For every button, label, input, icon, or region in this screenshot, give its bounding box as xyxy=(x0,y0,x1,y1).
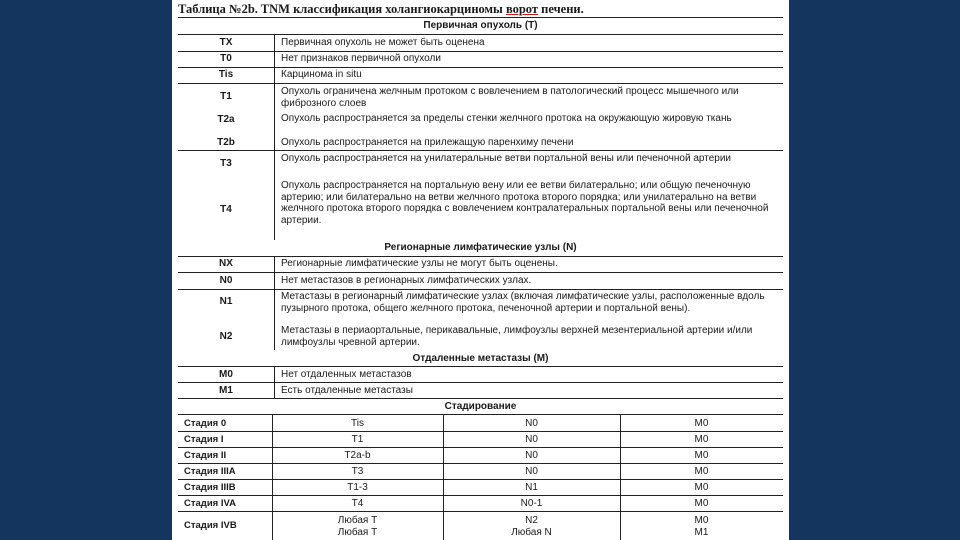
table-rule xyxy=(178,382,783,383)
row-description: Опухоль распространяется на портальную вену или ее ветви билатерально; или общую печеночную артерию; или билатерально на ветви желчного протока второго порядка; или унилатерально на ветви желчного протока второго порядка с вовлечением контралатеральных портальной вены или печеночной артерии. xyxy=(281,180,769,226)
stage-n-value: N0 xyxy=(525,434,538,445)
table-rule xyxy=(178,83,783,84)
row-code: TX xyxy=(219,37,233,48)
row-code: T2a xyxy=(217,114,235,125)
row-description: Опухоль распространяется за пределы стенки желчного протока на окружающую жировую ткань xyxy=(281,113,732,124)
row-description: Опухоль распространяется на унилатеральные ветви портальной вены или печеночной артерии xyxy=(281,153,731,164)
table-rule xyxy=(178,511,783,512)
title-underlined-word: ворот xyxy=(505,2,539,16)
table-rule-vertical xyxy=(274,34,275,240)
stage-n-value: N1 xyxy=(525,482,538,493)
row-description: Нет метастазов в регионарных лимфатических узлах. xyxy=(281,275,532,286)
table-rule xyxy=(178,495,783,496)
table-rule xyxy=(178,272,783,273)
stage-label: Стадия IVB xyxy=(184,520,237,531)
stage-m-value: M0 xyxy=(694,418,709,429)
table-rule xyxy=(178,289,783,290)
section-heading-distant-metastases: Отдаленные метастазы (М) xyxy=(412,353,549,364)
row-description: Опухоль распространяется на прилежащую паренхиму печени xyxy=(281,137,574,148)
stage-label: Стадия II xyxy=(184,450,227,461)
row-description: Нет признаков первичной опухоли xyxy=(281,53,441,64)
table-rule xyxy=(178,479,783,480)
stage-n-value: N0 xyxy=(525,418,538,429)
row-description: Первичная опухоль не может быть оценена xyxy=(281,37,485,48)
stage-n-value: N0 xyxy=(525,466,538,477)
document-page xyxy=(172,0,789,540)
row-description: Метастазы в регионарный лимфатические узлах (включая лимфатические узлы, расположенные вдоль пузырного протока, общего желчного протока, печеночной артерии и портальной вены). xyxy=(281,291,765,314)
stage-t-value: T2a-b xyxy=(344,450,371,461)
row-code: N2 xyxy=(219,331,233,342)
row-code: T4 xyxy=(220,204,232,215)
table-rule xyxy=(178,34,783,35)
table-rule xyxy=(178,431,783,432)
table-rule xyxy=(178,414,783,415)
stage-m-value: M1 xyxy=(694,527,709,538)
row-description: Карцинома in situ xyxy=(281,69,362,80)
stage-t-value: Любая T xyxy=(337,515,378,526)
section-heading-staging: Стадирование xyxy=(444,401,517,412)
title-text: Таблица №2b. TNM классификация холангиокарциномы xyxy=(178,2,506,16)
row-description: Есть отдаленные метастазы xyxy=(281,385,413,396)
stage-m-value: M0 xyxy=(694,498,709,509)
stage-t-value: T3 xyxy=(351,466,364,477)
row-code: NX xyxy=(219,258,233,269)
stage-label: Стадия IIIB xyxy=(184,482,236,493)
row-description: Опухоль ограничена желчным протоком с вовлечением в патологический процесс мышечного или фиброзного слоев xyxy=(281,86,739,109)
stage-label: Стадия IIIA xyxy=(184,466,236,477)
stage-t-value: T1 xyxy=(351,434,364,445)
section-heading-primary-tumor: Первичная опухоль (Т) xyxy=(423,20,538,31)
table-rule xyxy=(178,150,783,151)
row-code: T3 xyxy=(220,158,232,169)
row-description: Метастазы в периаортальные, перикавальные, лимфоузлы верхней мезентериальной артерии и/или лимфоузлы чревной артерии. xyxy=(281,325,753,348)
row-code: T1 xyxy=(220,91,232,102)
table-rule xyxy=(178,463,783,464)
table-rule xyxy=(178,17,783,18)
table-rule xyxy=(178,447,783,448)
stage-m-value: M0 xyxy=(694,466,709,477)
row-description: Нет отдаленных метастазов xyxy=(281,369,412,380)
row-code: M0 xyxy=(219,369,233,380)
table-rule xyxy=(178,51,783,52)
stage-label: Стадия I xyxy=(184,434,224,445)
row-code: N0 xyxy=(219,275,233,286)
table-rule-vertical xyxy=(274,366,275,398)
stage-n-value: Любая N xyxy=(511,527,552,538)
row-code: T2b xyxy=(217,137,235,148)
row-code: T0 xyxy=(220,53,232,64)
table-rule-vertical xyxy=(274,256,275,350)
row-description: Регионарные лимфатические узлы не могут быть оценены. xyxy=(281,258,558,269)
row-code: M1 xyxy=(219,385,233,396)
stage-t-value: Любая T xyxy=(337,527,378,538)
stage-m-value: M0 xyxy=(694,450,709,461)
stage-t-value: Tis xyxy=(351,418,364,429)
document-title xyxy=(178,2,783,16)
stage-n-value: N0-1 xyxy=(520,498,543,509)
stage-t-value: T4 xyxy=(351,498,364,509)
stage-label: Стадия 0 xyxy=(184,418,227,429)
table-rule xyxy=(178,398,783,399)
title-text-end: печени. xyxy=(538,2,584,16)
stage-m-value: M0 xyxy=(694,515,709,526)
stage-m-value: M0 xyxy=(694,482,709,493)
stage-t-value: T1-3 xyxy=(347,482,368,493)
table-rule xyxy=(178,67,783,68)
section-heading-regional-nodes: Регионарные лимфатические узлы (N) xyxy=(384,242,577,253)
stage-n-value: N0 xyxy=(525,450,538,461)
stage-m-value: M0 xyxy=(694,434,709,445)
table-rule xyxy=(178,366,783,367)
stage-label: Стадия IVA xyxy=(184,498,236,509)
table-rule xyxy=(178,256,783,257)
row-code: N1 xyxy=(219,296,233,307)
row-code: Tis xyxy=(218,69,234,80)
stage-n-value: N2 xyxy=(525,515,538,526)
